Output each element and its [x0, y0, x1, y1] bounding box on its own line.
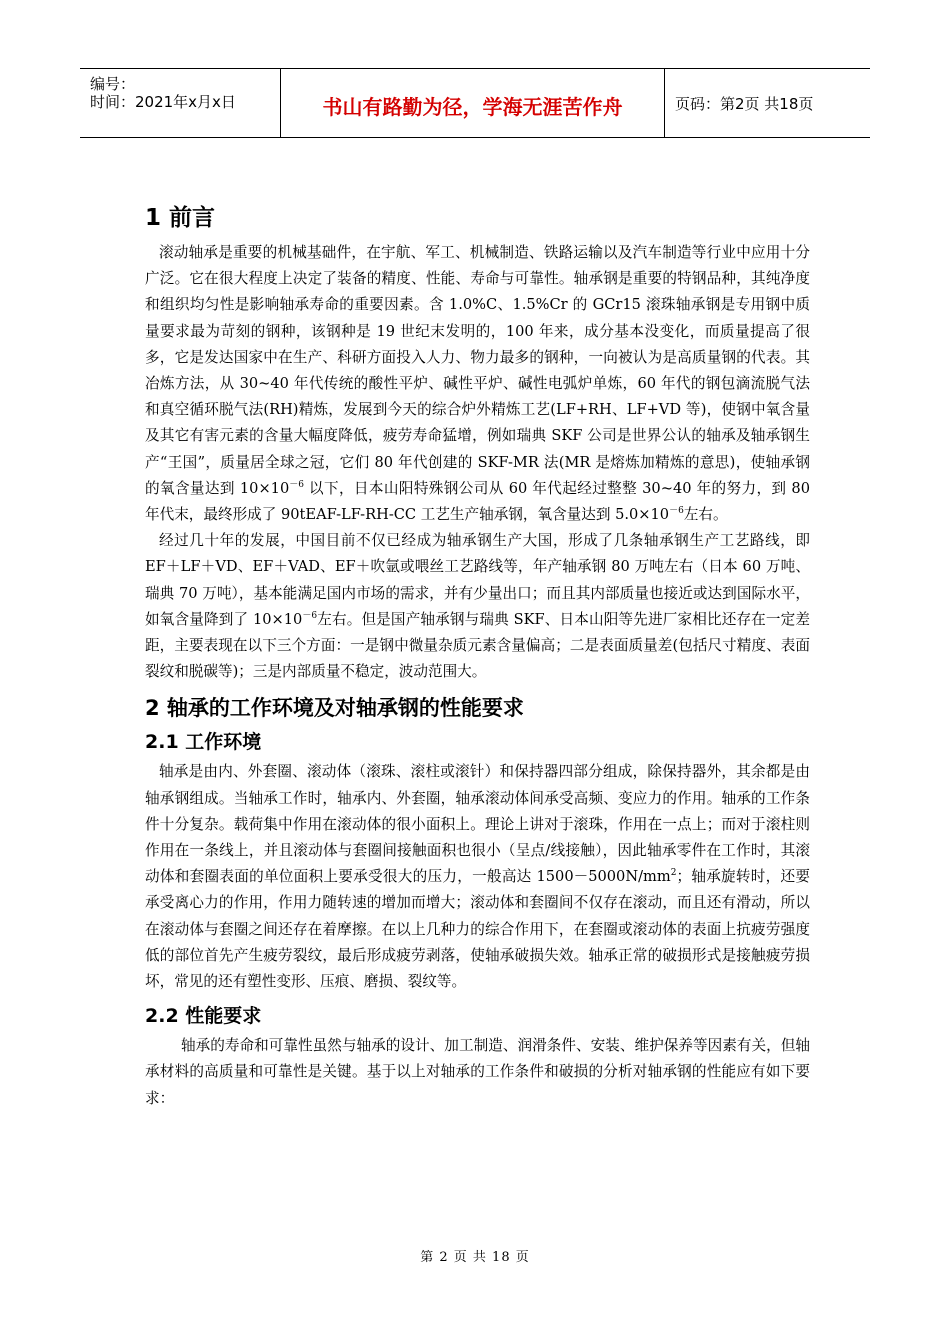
text-run: ；轴承旋转时，还要承受离心力的作用，作用力随转速的增加而增大；滚动体和套圈间不仅存在滚动，而且还有滑动，所以在滚动体与套圈之间还存在着摩擦。在以上几种力的综合作用下，在套圈或滚动体的表面上抗疲劳强度低的部位首先产生疲劳裂纹，最后形成疲劳剥落，使轴承破损失效。轴承正常的破损形式是接触疲劳损坏，常见的还有塑性变形、压痕、磨损、裂纹等。 — [145, 868, 810, 991]
section-2-2-title: 2.2 性能要求 — [145, 1005, 262, 1028]
page-header — [80, 68, 870, 138]
page-footer: 第 2 页 共 18 页 — [420, 1250, 530, 1265]
superscript: －6 — [289, 479, 304, 490]
section-1-title: 1 前言 — [145, 205, 216, 231]
superscript: 2 — [670, 868, 677, 879]
text-run: 左右。但是国产轴承钢与瑞典 SKF、日本山阳等先进厂家相比还存在一定差距，主要表现在以下三个方面：一是钢中微量杂质元素含量偏高；二是表面质量差(包括尺寸精度、表面裂纹和脱碳等)；三是内部质量不稳定，波动范围大。 — [145, 610, 810, 681]
header-meta-cell — [80, 69, 281, 137]
header-page-info: 页码：第2页 共18页 — [675, 95, 814, 113]
superscript: －6 — [669, 506, 684, 517]
section-2-1-title: 2.1 工作环境 — [145, 731, 262, 754]
text-run: 以下，日本山阳特殊钢公司从 60 年代起经过整整 30~40 年的努力，到 80 年代末，最终形成了 90tEAF-LF-RH-CC 工艺生产轴承钢，氧含量达到 5.0×10 — [145, 479, 810, 524]
text-run: 经过几十年的发展，中国目前不仅已经成为轴承钢生产大国，形成了几条轴承钢生产工艺路线，即 EF＋LF＋VD、EF＋VAD、EF＋吹氩或喂丝工艺路线等，年产轴承钢 80 万吨左右（日本 60 万吨、瑞典 70 万吨），基本能满足国内市场的需求，并有少量出口；而且其内部质量也接近或达到国际水平，如氧含量降到了 10×10 — [145, 532, 810, 628]
document-body — [145, 200, 810, 1112]
section-2-title: 2 轴承的工作环境及对轴承钢的性能要求 — [145, 696, 524, 721]
header-page-cell — [665, 69, 870, 137]
doc-number-label: 编号： — [90, 75, 136, 93]
text-run: 滚动轴承是重要的机械基础件，在宇航、军工、机械制造、铁路运输以及汽车制造等行业中应用十分广泛。它在很大程度上决定了装备的精度、性能、寿命与可靠性。轴承钢是重要的特钢品种，其纯净度和组织均匀性是影响轴承寿命的重要因素。含 1.0%C、1.5%Cr 的 GCr15 滚珠轴承钢是专用钢中质量要求最为苛刻的钢种，该钢种是 19 世纪末发明的，100 年来，成分基本没变化，而质量提高了很多，它是发达国家中在生产、科研方面投入人力、物力最多的钢种，一向被认为是高质量钢的代表。其冶炼方法，从 30~40 年代传统的酸性平炉、碱性平炉、碱性电弧炉单炼，60 年代的钢包滴流脱气法和真空循环脱气法(RH)精炼，发展到今天的综合炉外精炼工艺(LF+RH、LF+VD 等)，使钢中氧含量及其它有害元素的含量大幅度降低，疲劳寿命猛增，例如瑞典 SKF 公司是世界公认的轴承及轴承钢生产“王国”，质量居全球之冠，它们 80 年代创建的 SKF-MR 法(MR 是熔炼加精炼的意思)，使轴承钢的氧含量达到 10×10 — [145, 244, 810, 497]
text-run: 左右。 — [683, 506, 728, 524]
header-motto: 书山有路勤为径，学海无涯苦作舟 — [322, 95, 623, 119]
section-2-1-paragraph — [145, 759, 810, 995]
date-line: 时间：2021年x月x日 — [90, 93, 236, 111]
section-1-paragraph-2 — [145, 528, 810, 685]
text-run: 轴承是由内、外套圈、滚动体（滚珠、滚柱或滚针）和保持器四部分组成，除保持器外，其余都是由轴承钢组成。当轴承工作时，轴承内、外套圈，轴承滚动体间承受高频、变应力的作用。轴承的工作条件十分复杂。载荷集中作用在滚动体的很小面积上。理论上讲对于滚珠，作用在一点上；而对于滚柱则作用在一条线上，并且滚动体与套圈间接触面积也很小（呈点/线接触），因此轴承零件在工作时，其滚动体和套圈表面的单位面积上要承受很大的压力，一般高达 1500－5000N/mm — [145, 763, 810, 886]
header-motto-cell — [281, 69, 665, 137]
section-2-2-paragraph: 轴承的寿命和可靠性虽然与轴承的设计、加工制造、润滑条件、安装、维护保养等因素有关，但轴承材料的高质量和可靠性是关键。基于以上对轴承的工作条件和破损的分析对轴承钢的性能应有如下要求： — [145, 1037, 810, 1107]
section-1-paragraph-1 — [145, 240, 810, 528]
superscript: －6 — [302, 610, 318, 621]
